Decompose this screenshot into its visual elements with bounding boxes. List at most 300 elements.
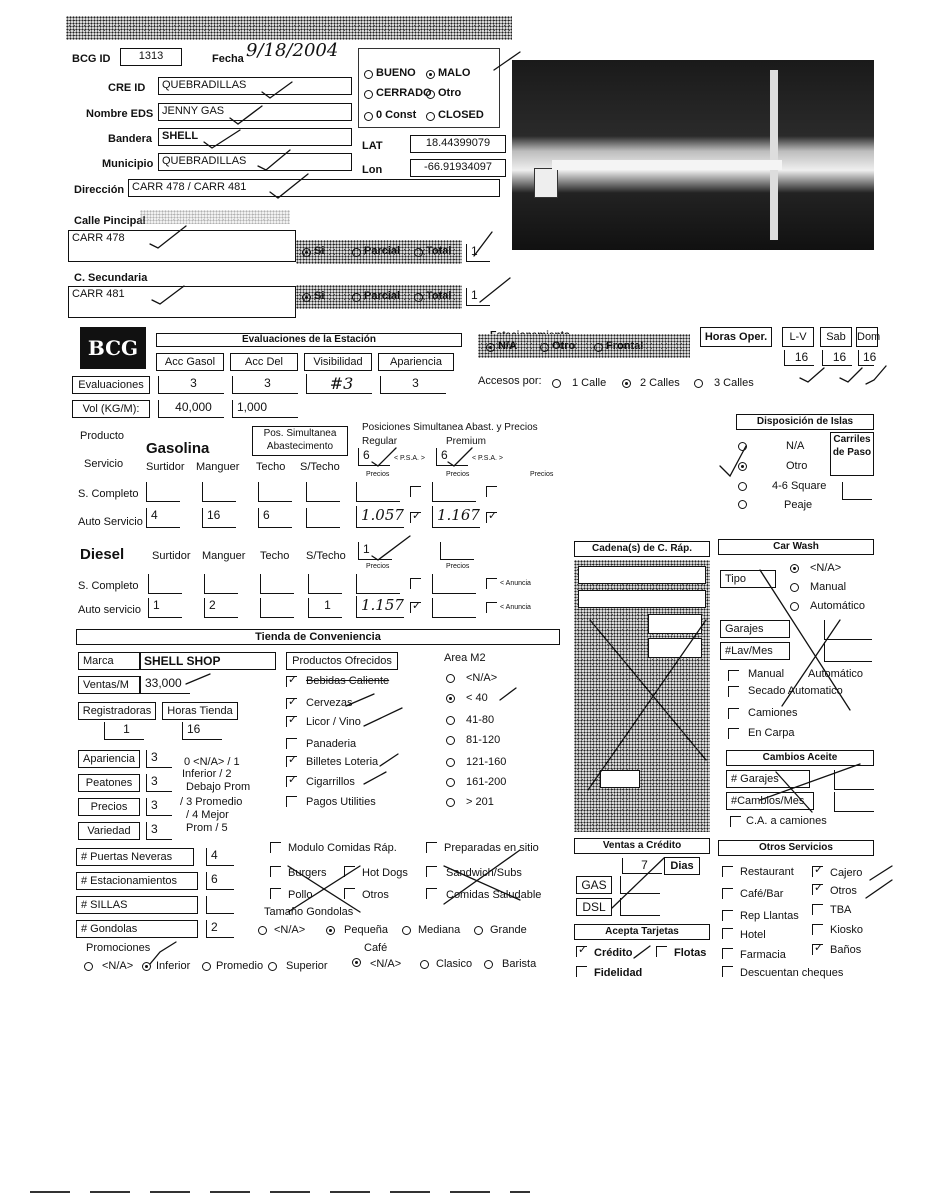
- photo-pole: [770, 70, 778, 240]
- otros-check-cajero[interactable]: [812, 866, 823, 877]
- diesel-col-techo: Techo: [260, 550, 290, 562]
- cafe-radio-barista[interactable]: [484, 960, 493, 969]
- pos-sim-label: [252, 426, 348, 456]
- carwash-radio-na[interactable]: [790, 564, 799, 573]
- diesel-as-label: Auto servicio: [78, 604, 141, 616]
- area-radio-1[interactable]: [446, 694, 455, 703]
- gas-as-premium-check[interactable]: [486, 512, 497, 523]
- cadena-field-5[interactable]: [600, 770, 640, 788]
- carwash-lav-value[interactable]: [824, 642, 872, 662]
- secundaria-opt-si: Si: [314, 290, 325, 302]
- count-value-estacionamientos[interactable]: 6: [206, 872, 234, 890]
- cafe-radio-na[interactable]: [352, 958, 361, 967]
- gas-as-premium-price[interactable]: 1.167: [432, 506, 480, 528]
- gas-col-techo: Techo: [256, 461, 286, 473]
- promo-opt-na: <N/A>: [102, 960, 134, 972]
- count-label-puertas: # Puertas Neveras: [76, 848, 194, 866]
- area-label: Area M2: [444, 652, 486, 664]
- diesel-sc-check[interactable]: [410, 578, 421, 589]
- horas-lv-value[interactable]: 16: [784, 350, 814, 366]
- area-radio-0[interactable]: [446, 674, 455, 683]
- diesel-psa-2[interactable]: [440, 542, 474, 560]
- gas-col-manguer: Manguer: [196, 461, 240, 473]
- horas-dom-value[interactable]: 16: [858, 350, 874, 366]
- eval-acc-del-value[interactable]: 3: [232, 376, 298, 394]
- dsl-credito-value[interactable]: [620, 898, 660, 916]
- gas-as-label: Auto Servicio: [78, 516, 143, 528]
- tienda-title: Tienda de Conveniencia: [76, 629, 560, 645]
- bcg-logo-text: BCG: [87, 336, 139, 360]
- cafe-radio-clasico[interactable]: [420, 960, 429, 969]
- diesel-as-check-2[interactable]: [486, 602, 497, 613]
- est-opt-frontal: Frontal: [606, 340, 644, 352]
- producto-check-6[interactable]: [286, 796, 297, 807]
- carwash-garajes-label: Garajes: [720, 620, 790, 638]
- gas-sc-regular-price[interactable]: [356, 482, 400, 502]
- rating-label-peatones: Peatones: [78, 774, 140, 792]
- eval-apariencia-value[interactable]: 3: [380, 376, 446, 394]
- gasolina-title: Gasolina: [146, 440, 210, 457]
- secundaria-radio-si[interactable]: [302, 293, 311, 302]
- aceite-garajes-value[interactable]: [834, 770, 874, 790]
- horas-sab-value[interactable]: 16: [822, 350, 852, 366]
- cadena-field-4[interactable]: [648, 638, 702, 658]
- preparadas-check-saludable[interactable]: [426, 888, 437, 899]
- aceite-cambios-label: #Cambios/Mes: [726, 792, 814, 810]
- tienda-horas-label: Horas Tienda: [162, 702, 238, 720]
- dsl-credito-label: DSL: [576, 898, 612, 916]
- status-label-otro: Otro: [438, 87, 462, 99]
- gas-as-regular-check[interactable]: [410, 512, 421, 523]
- diesel-sc-stecho[interactable]: [308, 574, 342, 594]
- direccion-field[interactable]: CARR 478 / CARR 481: [128, 179, 500, 197]
- tick-horas-1: [800, 368, 824, 382]
- direccion-label: Dirección: [74, 184, 125, 196]
- tienda-registradoras-value[interactable]: 1: [104, 722, 144, 740]
- principal-opt-si: Si: [314, 245, 325, 257]
- bcg-id-field[interactable]: 1313: [120, 48, 182, 66]
- otros-label-cafebar: Café/Bar: [740, 888, 784, 900]
- disposicion-radio-square[interactable]: [738, 482, 747, 491]
- tamano-radio-mediana[interactable]: [402, 926, 411, 935]
- principal-radio-si[interactable]: [302, 248, 311, 257]
- area-radio-3[interactable]: [446, 736, 455, 745]
- secundaria-opt-parcial: Parcial: [364, 290, 401, 302]
- diesel-sc-price[interactable]: [356, 574, 400, 594]
- bandera-field[interactable]: SHELL: [158, 128, 352, 146]
- disposicion-title: Disposición de Islas: [736, 414, 874, 430]
- carwash-opt-auto: Automático: [810, 600, 866, 612]
- carwash-check-manual-label: Manual: [748, 668, 785, 680]
- calle-secundaria-field[interactable]: CARR 481: [68, 286, 296, 318]
- diesel-sc-surtidor[interactable]: [148, 574, 182, 594]
- calle-principal-dither: [140, 210, 290, 224]
- preparadas-check-subs[interactable]: [426, 866, 437, 877]
- diesel-as-stecho[interactable]: 1: [308, 598, 342, 618]
- diesel-precios-label-2: Precios: [446, 563, 470, 570]
- modulo-check-hotdogs[interactable]: [344, 866, 355, 877]
- otros-label-banos: Baños: [830, 944, 862, 956]
- fidelidad-label: Fidelidad: [594, 967, 643, 979]
- tamano-label: Tamaño Gondolas: [264, 906, 354, 918]
- gas-as-surtidor[interactable]: 4: [146, 508, 180, 528]
- area-opt-2: 41-80: [466, 714, 495, 726]
- secundaria-opt-total: Total: [426, 290, 452, 302]
- est-radio-frontal[interactable]: [594, 343, 603, 352]
- principal-opt-parcial: Parcial: [364, 245, 401, 257]
- cadena-field-3[interactable]: [648, 614, 702, 634]
- horas-col-lv: L-V: [782, 327, 814, 347]
- regular-precios-label: Precios: [366, 471, 390, 478]
- gas-sc-surtidor[interactable]: [146, 482, 180, 502]
- scan-artifact-bottom: [30, 1191, 530, 1193]
- area-radio-5[interactable]: [446, 778, 455, 787]
- horas-col-sab: Sab: [820, 327, 852, 347]
- status-radio-otro[interactable]: [426, 90, 435, 99]
- status-radio-const[interactable]: [364, 112, 373, 121]
- area-radio-2[interactable]: [446, 716, 455, 725]
- scale-1: Inferior / 2: [182, 768, 232, 780]
- rating-value-precios[interactable]: 3: [146, 798, 172, 816]
- premium-precios-label: Precios: [446, 471, 470, 478]
- otros-label-otros: Otros: [830, 885, 857, 897]
- otros-check-farmacia[interactable]: [722, 948, 733, 959]
- modulo-check-pollo[interactable]: [270, 888, 281, 899]
- regular-psa-label: < P.S.A. >: [394, 455, 426, 462]
- gas-sc-premium-check[interactable]: [486, 486, 497, 497]
- carwash-opt-manual: Manual: [810, 581, 847, 593]
- tick-horas-3: [866, 366, 886, 384]
- est-opt-otro: Otro: [552, 340, 576, 352]
- carwash-radio-manual[interactable]: [790, 583, 799, 592]
- regular-label: Regular: [362, 436, 398, 447]
- premium-label: Premium: [446, 436, 487, 447]
- gas-sc-regular-check[interactable]: [410, 486, 421, 497]
- rating-value-apariencia[interactable]: 3: [146, 750, 172, 768]
- evaluaciones-row-label: Evaluaciones: [72, 376, 150, 394]
- diesel-as-anuncia: < Anuncia: [500, 604, 531, 611]
- cadena-field-2[interactable]: [578, 590, 706, 608]
- est-opt-na: N/A: [498, 340, 517, 352]
- principal-opt-total: Total: [426, 245, 452, 257]
- producto-check-0[interactable]: [286, 676, 297, 687]
- rating-value-peatones[interactable]: 3: [146, 774, 172, 792]
- vol-diesel-value[interactable]: 1,000: [232, 400, 298, 418]
- est-radio-otro[interactable]: [540, 343, 549, 352]
- lat-field[interactable]: 18.44399079: [410, 135, 506, 153]
- header-banner: [66, 16, 512, 40]
- carriles-value[interactable]: [842, 482, 872, 500]
- disposicion-radio-otro[interactable]: [738, 462, 747, 471]
- calle-principal-label: Calle Pincipal: [74, 215, 146, 227]
- modulo-check-burgers[interactable]: [270, 866, 281, 877]
- flotas-check[interactable]: [656, 946, 667, 957]
- tienda-registradoras-label: Registradoras: [78, 702, 156, 720]
- cafe-opt-barista: Barista: [502, 958, 537, 970]
- aceite-camiones-check[interactable]: [730, 816, 741, 827]
- municipio-field[interactable]: QUEBRADILLAS: [158, 153, 352, 171]
- gas-as-techo[interactable]: 6: [258, 508, 292, 528]
- eval-col-acc-gasol: Acc Gasol: [156, 353, 224, 371]
- tarjetas-title: Acepta Tarjetas: [574, 924, 710, 940]
- cre-id-field[interactable]: QUEBRADILLAS: [158, 77, 352, 95]
- count-label-sillas: # SILLAS: [76, 896, 198, 914]
- credito-label: Crédito: [594, 947, 633, 959]
- otros-check-restaurant[interactable]: [722, 866, 733, 877]
- regular-psa[interactable]: 6: [358, 448, 390, 466]
- cafe-opt-clasico: Clasico: [436, 958, 473, 970]
- diesel-as-check[interactable]: [410, 602, 421, 613]
- lon-field[interactable]: -66.91934097: [410, 159, 506, 177]
- fecha-value[interactable]: 9/18/2004: [246, 40, 339, 61]
- gas-as-regular-price[interactable]: 1.057: [356, 506, 404, 528]
- otros-check-cheques[interactable]: [722, 966, 733, 977]
- otros-label-llantas: Rep Llantas: [740, 910, 799, 922]
- premium-psa[interactable]: 6: [436, 448, 468, 466]
- otros-check-llantas[interactable]: [722, 910, 733, 921]
- productos-ofrecidos-label: Productos Ofrecidos: [286, 652, 398, 670]
- scale-5: Prom / 5: [186, 822, 228, 834]
- aceite-cambios-value[interactable]: [834, 792, 874, 812]
- promo-radio-inferior[interactable]: [142, 962, 151, 971]
- diesel-as-price-2[interactable]: [432, 598, 476, 618]
- area-opt-6: > 201: [466, 796, 494, 808]
- diesel-as-surtidor[interactable]: 1: [148, 598, 182, 618]
- secundaria-radio-parcial[interactable]: [352, 293, 361, 302]
- status-label-const: 0 Const: [376, 109, 417, 121]
- cadena-field-1[interactable]: [578, 566, 706, 584]
- lon-label: Lon: [362, 164, 383, 176]
- vol-gas-value[interactable]: 40,000: [158, 400, 224, 418]
- gas-sc-techo[interactable]: [258, 482, 292, 502]
- secundaria-count[interactable]: 1: [466, 288, 490, 306]
- calle-secundaria-label: C. Secundaria: [74, 272, 148, 284]
- diesel-as-techo[interactable]: [260, 598, 294, 618]
- gas-credito-value[interactable]: [620, 876, 660, 894]
- tienda-marca-field[interactable]: SHELL SHOP: [140, 652, 276, 670]
- status-radio-closed[interactable]: [426, 112, 435, 121]
- gas-as-stecho[interactable]: [306, 508, 340, 528]
- tick-licor: [364, 708, 402, 726]
- fecha-label: Fecha: [212, 53, 244, 65]
- area-opt-3: 81-120: [466, 734, 501, 746]
- count-label-estacionamientos: # Estacionamientos: [76, 872, 198, 890]
- preparadas-label: Preparadas en sitio: [444, 842, 539, 854]
- principal-radio-parcial[interactable]: [352, 248, 361, 257]
- status-radio-bueno[interactable]: [364, 70, 373, 79]
- modulo-pollo: Pollo: [288, 889, 313, 901]
- tamano-opt-mediana: Mediana: [418, 924, 461, 936]
- accesos-opt-2: 2 Calles: [640, 377, 680, 389]
- producto-label: Producto: [80, 430, 125, 442]
- carwash-check-camiones[interactable]: [728, 708, 739, 719]
- dias-value[interactable]: 7: [622, 858, 662, 874]
- disposicion-radio-peaje[interactable]: [738, 500, 747, 509]
- aceite-garajes-label: # Garajes: [726, 770, 810, 788]
- gas-col-stecho: S/Techo: [300, 461, 340, 473]
- diesel-title: Diesel: [80, 546, 125, 563]
- ventas-credito-title: Ventas a Crédito: [574, 838, 710, 854]
- accesos-radio-2[interactable]: [622, 379, 631, 388]
- diesel-psa[interactable]: 1: [358, 542, 392, 560]
- tamano-opt-grande: Grande: [490, 924, 527, 936]
- calle-principal-field[interactable]: CARR 478: [68, 230, 296, 262]
- carriles-label: [830, 432, 874, 476]
- preparadas-check[interactable]: [426, 842, 437, 853]
- otros-check-kiosko[interactable]: [812, 924, 823, 935]
- carwash-title: Car Wash: [718, 539, 874, 555]
- area-opt-0: <N/A>: [466, 672, 498, 684]
- promo-radio-promedio[interactable]: [202, 962, 211, 971]
- tienda-horas-value[interactable]: 16: [182, 722, 222, 740]
- servicio-label: Servicio: [84, 458, 124, 470]
- area-opt-5: 161-200: [466, 776, 507, 788]
- gas-sc-manguer[interactable]: [202, 482, 236, 502]
- modulo-label: Modulo Comidas Ráp.: [288, 842, 397, 854]
- tamano-opt-pequena: Pequeña: [344, 924, 389, 936]
- otros-check-tba[interactable]: [812, 904, 823, 915]
- disposicion-opt-na: N/A: [786, 440, 805, 452]
- gas-sc-label: S. Completo: [78, 488, 139, 500]
- disposicion-opt-square: 4-6 Square: [772, 480, 827, 492]
- cafe-label: Café: [364, 942, 388, 954]
- status-label-malo: MALO: [438, 67, 471, 79]
- gas-sc-premium-price[interactable]: [432, 482, 476, 502]
- carwash-check-secado-label: Secado Automatico: [748, 685, 843, 697]
- promo-opt-superior: Superior: [286, 960, 328, 972]
- promo-opt-promedio: Promedio: [216, 960, 264, 972]
- disposicion-opt-peaje: Peaje: [784, 499, 813, 511]
- otros-label-cheques: Descuentan cheques: [740, 967, 844, 979]
- carwash-garajes-value[interactable]: [824, 620, 872, 640]
- rating-value-variedad[interactable]: 3: [146, 822, 172, 840]
- disposicion-radio-na[interactable]: [738, 442, 747, 451]
- station-photo: [512, 60, 874, 250]
- accesos-opt-3: 3 Calles: [714, 377, 754, 389]
- tick-area: [500, 688, 516, 700]
- carwash-opt-na: <N/A>: [810, 562, 842, 574]
- otros-check-banos[interactable]: [812, 944, 823, 955]
- bcg-id-label: BCG ID: [72, 53, 111, 65]
- tick-billetes: [380, 754, 398, 766]
- gas-sc-stecho[interactable]: [306, 482, 340, 502]
- credito-check[interactable]: [576, 946, 587, 957]
- pos-sim-text: Pos. Simultanea Abastecimento: [263, 428, 337, 452]
- lat-label: LAT: [362, 140, 383, 152]
- producto-label-3: Panaderia: [306, 738, 357, 750]
- diesel-col-stecho: S/Techo: [306, 550, 346, 562]
- carwash-check-camiones-label: Camiones: [748, 707, 798, 719]
- eval-visibilidad-value[interactable]: #3: [306, 374, 372, 394]
- promo-radio-superior[interactable]: [268, 962, 277, 971]
- status-radio-cerrado[interactable]: [364, 90, 373, 99]
- secundaria-radio-total[interactable]: [414, 293, 423, 302]
- area-radio-4[interactable]: [446, 758, 455, 767]
- diesel-as-manguer[interactable]: 2: [204, 598, 238, 618]
- diesel-sc-price-2[interactable]: [432, 574, 476, 594]
- aceite-camiones-label: C.A. a camiones: [746, 815, 827, 827]
- tamano-radio-na[interactable]: [258, 926, 267, 935]
- promo-label: Promociones: [86, 942, 151, 954]
- diesel-sc-manguer[interactable]: [204, 574, 238, 594]
- photo-sign: [534, 168, 558, 198]
- accesos-radio-3[interactable]: [694, 379, 703, 388]
- modulo-hotdogs: Hot Dogs: [362, 867, 408, 879]
- otros-label-farmacia: Farmacia: [740, 949, 786, 961]
- promo-radio-na[interactable]: [84, 962, 93, 971]
- count-value-gondolas[interactable]: 2: [206, 920, 234, 938]
- fidelidad-check[interactable]: [576, 966, 587, 977]
- eval-acc-gasol-value[interactable]: 3: [158, 376, 224, 394]
- principal-count[interactable]: 1: [466, 244, 490, 262]
- otros-title: Otros Servicios: [718, 840, 874, 856]
- otros-check-cafebar[interactable]: [722, 888, 733, 899]
- nombre-eds-label: Nombre EDS: [86, 108, 154, 120]
- carwash-check-carpa[interactable]: [728, 728, 739, 739]
- status-label-cerrado: CERRADO: [376, 87, 432, 99]
- area-opt-4: 121-160: [466, 756, 507, 768]
- producto-check-2[interactable]: [286, 716, 297, 727]
- area-opt-1: < 40: [466, 692, 488, 704]
- tamano-radio-grande[interactable]: [474, 926, 483, 935]
- count-label-gondolas: # Gondolas: [76, 920, 198, 938]
- diesel-col-manguer: Manguer: [202, 550, 246, 562]
- tick-credito: [634, 946, 650, 958]
- carwash-lav-label: #Lav/Mes: [720, 642, 790, 660]
- carwash-check-secado[interactable]: [728, 686, 739, 697]
- modulo-check-otros[interactable]: [344, 888, 355, 899]
- diesel-sc-check-2[interactable]: [486, 578, 497, 589]
- diesel-precios-label: Precios: [366, 563, 390, 570]
- premium-psa-label: < P.S.A. >: [472, 455, 504, 462]
- carwash-radio-auto[interactable]: [790, 602, 799, 611]
- bcg-logo: [80, 327, 146, 369]
- producto-label-6: Pagos Utilities: [306, 796, 376, 808]
- flotas-label: Flotas: [674, 947, 707, 959]
- producto-check-5[interactable]: [286, 776, 297, 787]
- horas-oper-label: Horas Oper.: [700, 327, 772, 347]
- accesos-radio-1[interactable]: [552, 379, 561, 388]
- producto-check-4[interactable]: [286, 756, 297, 767]
- count-value-puertas[interactable]: 4: [206, 848, 234, 866]
- gas-credito-label: GAS: [576, 876, 612, 894]
- gas-as-manguer[interactable]: 16: [202, 508, 236, 528]
- accesos-label: Accesos por:: [478, 375, 542, 387]
- area-radio-6[interactable]: [446, 798, 455, 807]
- nombre-eds-field[interactable]: JENNY GAS: [158, 103, 352, 121]
- otros-check-hotel[interactable]: [722, 928, 733, 939]
- tamano-radio-pequena[interactable]: [326, 926, 335, 935]
- diesel-sc-techo[interactable]: [260, 574, 294, 594]
- scale-4: / 4 Mejor: [186, 809, 229, 821]
- est-radio-na[interactable]: [486, 343, 495, 352]
- status-radio-malo[interactable]: [426, 70, 435, 79]
- diesel-as-price[interactable]: 1.157: [356, 596, 404, 618]
- principal-radio-total[interactable]: [414, 248, 423, 257]
- modulo-burgers: Burgers: [288, 867, 327, 879]
- modulo-check[interactable]: [270, 842, 281, 853]
- producto-check-1[interactable]: [286, 698, 297, 709]
- count-value-sillas[interactable]: [206, 896, 234, 914]
- otros-label-hotel: Hotel: [740, 929, 766, 941]
- producto-check-3[interactable]: [286, 738, 297, 749]
- tienda-ventas-value[interactable]: 33,000: [140, 676, 190, 694]
- municipio-label: Municipio: [102, 158, 154, 170]
- otros-check-otros[interactable]: [812, 884, 823, 895]
- preparadas-saludable: Comidas Saludable: [446, 889, 542, 901]
- carwash-check-manual[interactable]: [728, 670, 739, 681]
- producto-label-2: Licor / Vino: [306, 716, 361, 728]
